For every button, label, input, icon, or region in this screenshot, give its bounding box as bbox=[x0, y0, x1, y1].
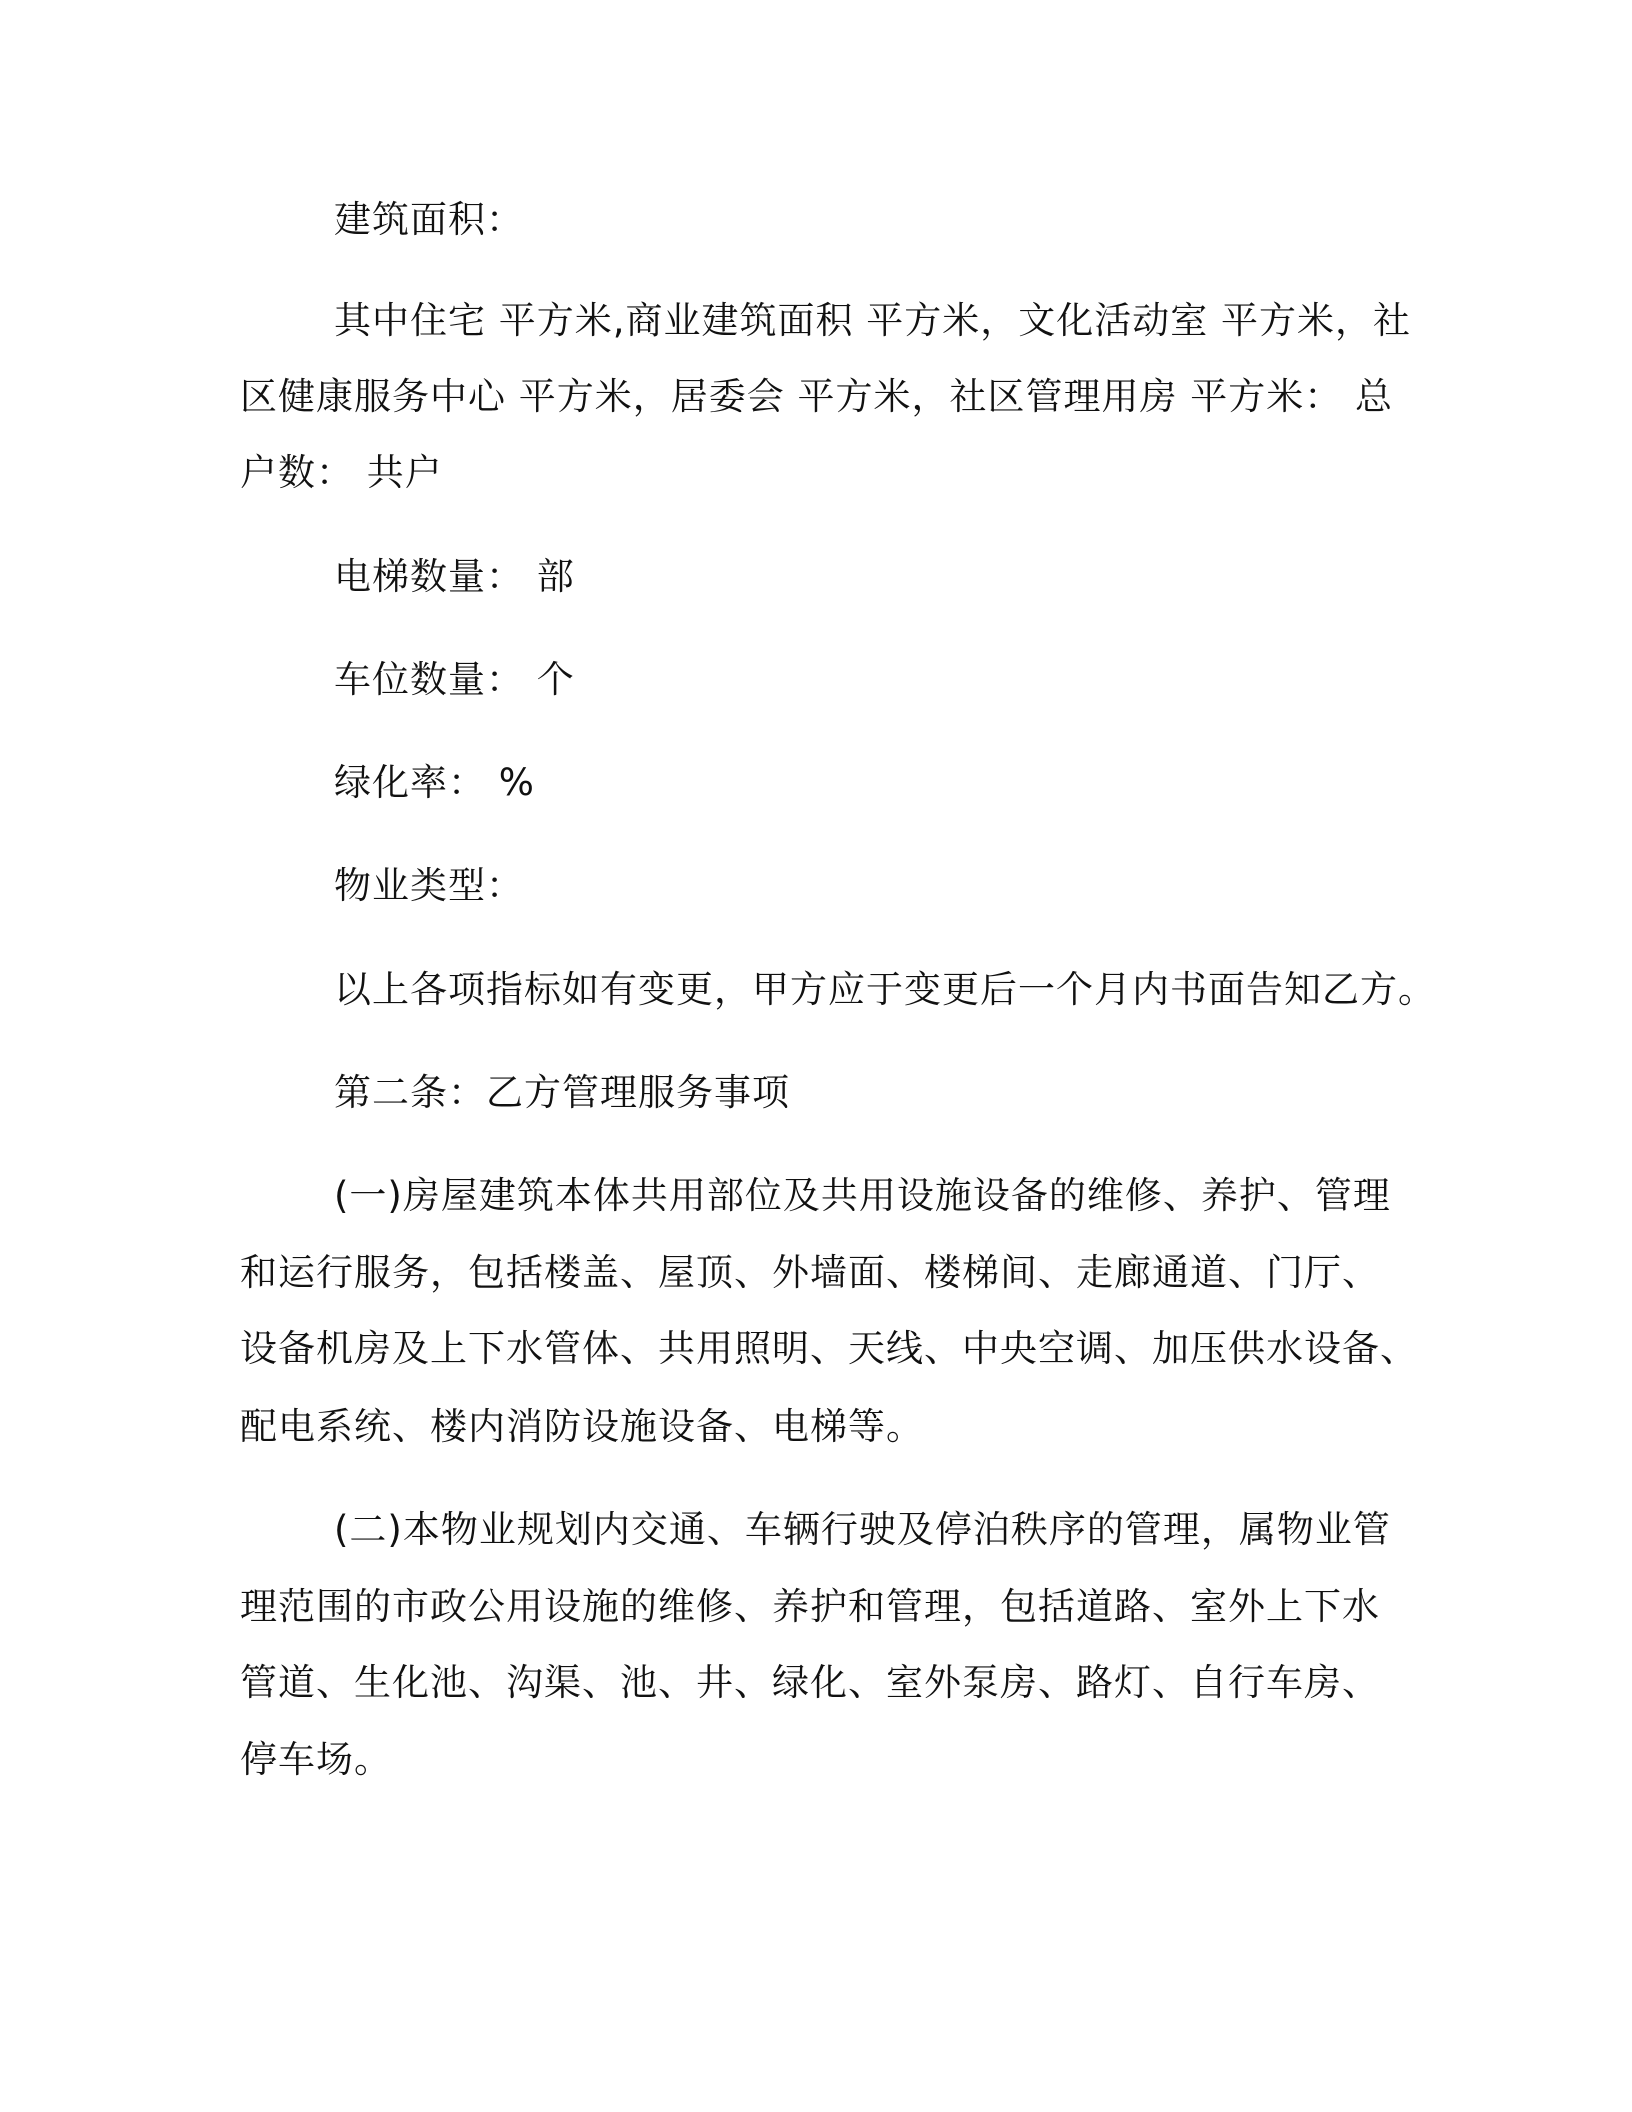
item-two-line-3: 管道、生化池、沟渠、池、井、绿化、室外泵房、路灯、自行车房、 bbox=[240, 1661, 1380, 1704]
parking-count-line: 车位数量： 个 bbox=[334, 658, 575, 701]
item-one-line-2: 和运行服务，包括楼盖、屋顶、外墙面、楼梯间、走廊通道、门厅、 bbox=[240, 1251, 1380, 1294]
change-notice-line: 以上各项指标如有变更，甲方应于变更后一个月内书面告知乙方。 bbox=[334, 968, 1436, 1011]
area-breakdown-line-2: 区健康服务中心 平方米，居委会 平方米，社区管理用房 平方米： 总 bbox=[240, 375, 1394, 418]
item-one-line-1: (一)房屋建筑本体共用部位及共用设施设备的维修、养护、管理 bbox=[334, 1174, 1391, 1217]
building-area-label: 建筑面积： bbox=[334, 198, 524, 241]
elevator-count-line: 电梯数量： 部 bbox=[334, 555, 575, 598]
item-one-line-3: 设备机房及上下水管体、共用照明、天线、中央空调、加压供水设备、 bbox=[240, 1327, 1418, 1370]
article-two-heading: 第二条：乙方管理服务事项 bbox=[334, 1071, 790, 1114]
item-two-line-2: 理范围的市政公用设施的维修、养护和管理，包括道路、室外上下水 bbox=[240, 1585, 1380, 1628]
item-one-line-4: 配电系统、楼内消防设施设备、电梯等。 bbox=[240, 1405, 924, 1448]
area-breakdown-line-1: 其中住宅 平方米,商业建筑面积 平方米，文化活动室 平方米，社 bbox=[334, 299, 1412, 342]
item-two-line-4: 停车场。 bbox=[240, 1738, 392, 1781]
item-two-line-1: (二)本物业规划内交通、车辆行驶及停泊秩序的管理，属物业管 bbox=[334, 1508, 1391, 1551]
area-breakdown-line-3: 户数： 共户 bbox=[240, 451, 443, 494]
green-rate-line: 绿化率： % bbox=[334, 761, 535, 804]
property-type-line: 物业类型： bbox=[334, 864, 524, 907]
